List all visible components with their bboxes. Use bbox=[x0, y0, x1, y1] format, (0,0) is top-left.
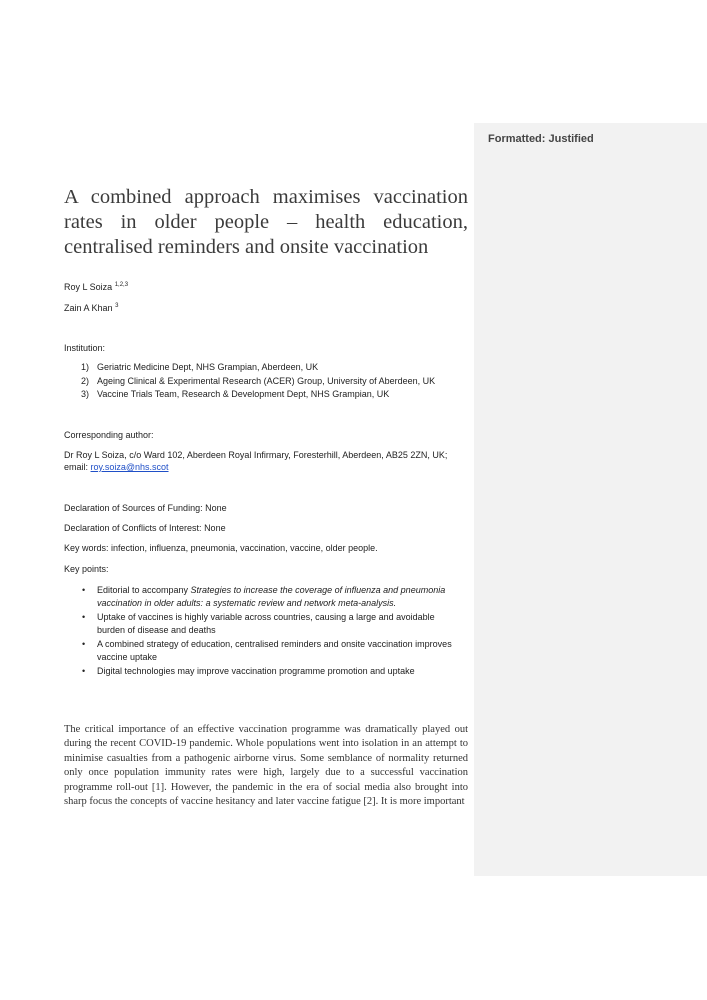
author-2 bbox=[64, 303, 118, 313]
institution-label: Institution: bbox=[64, 343, 106, 353]
institution-text: Vaccine Trials Team, Research & Development Dept, NHS Grampian, UK bbox=[97, 389, 390, 399]
corresponding-address: Dr Roy L Soiza, c/o Ward 102, Aberdeen Royal Infirmary, Foresterhill, Aberdeen, AB25 2ZN, UK; bbox=[64, 450, 448, 460]
institution-item bbox=[64, 361, 464, 375]
author-name: Zain A Khan bbox=[64, 303, 113, 313]
key-points-list bbox=[64, 584, 464, 680]
institution-item bbox=[64, 375, 464, 389]
institution-list bbox=[64, 361, 464, 402]
bullet-icon: • bbox=[82, 612, 86, 622]
comment-pane bbox=[474, 123, 707, 876]
key-point bbox=[64, 611, 464, 636]
bullet-icon: • bbox=[82, 585, 86, 595]
bullet-icon: • bbox=[82, 639, 86, 649]
institution-text: Geriatric Medicine Dept, NHS Grampian, Aberdeen, UK bbox=[97, 362, 319, 372]
key-point-italic: Strategies to increase the coverage of influenza and pneumonia vaccination in older adults: a systematic review and network meta-analysis. bbox=[97, 585, 446, 608]
key-point bbox=[64, 584, 464, 609]
comment-title[interactable]: Formatted: Justified bbox=[488, 133, 594, 145]
corresponding-label: Corresponding author: bbox=[64, 430, 154, 440]
institution-item bbox=[64, 388, 464, 402]
key-points-label: Key points: bbox=[64, 564, 109, 574]
corresponding-email-line bbox=[64, 462, 169, 472]
institution-number: 1) bbox=[81, 362, 90, 372]
bullet-icon: • bbox=[82, 666, 86, 676]
key-point-text: A combined strategy of education, centralised reminders and onsite vaccination improves vaccine uptake bbox=[97, 639, 452, 662]
email-link[interactable]: roy.soiza@nhs.scot bbox=[90, 462, 169, 472]
body-paragraph: The critical importance of an effective vaccination programme was dramatically played out during the recent COVID-19 pandemic. Whole populations went into isolation in an attempt to minimise casualties from a pathogenic airborne virus. Some semblance of normality returned only once population immunity rates were high, largely due to a successful vaccination programme roll-out [1]. However, the pandemic in the era of social media also brought into sharp focus the concepts of vaccine hesitancy and later vaccine fatigue [2]. It is more important bbox=[64, 724, 468, 808]
funding-declaration: Declaration of Sources of Funding: None bbox=[64, 503, 227, 513]
conflicts-declaration: Declaration of Conflicts of Interest: None bbox=[64, 523, 226, 533]
email-label: email: bbox=[64, 462, 89, 472]
keywords: Key words: infection, influenza, pneumonia, vaccination, vaccine, older people. bbox=[64, 543, 378, 553]
author-1 bbox=[64, 282, 128, 292]
institution-number: 2) bbox=[81, 375, 90, 386]
key-point bbox=[64, 665, 464, 678]
institution-text: Ageing Clinical & Experimental Research (ACER) Group, University of Aberdeen, UK bbox=[97, 375, 436, 386]
author-name: Roy L Soiza bbox=[64, 282, 113, 292]
author-affiliation: 1,2,3 bbox=[114, 282, 129, 288]
key-point bbox=[64, 638, 464, 663]
key-point-text: Editorial to accompany bbox=[97, 585, 191, 595]
key-point-text: Uptake of vaccines is highly variable across countries, causing a large and avoidable burden of disease and deaths bbox=[97, 612, 435, 635]
key-point-text: Digital technologies may improve vaccination programme promotion and uptake bbox=[97, 666, 415, 676]
paper-title: A combined approach maximises vaccination rates in older people – health education, centralised reminders and onsite vaccination bbox=[64, 186, 468, 258]
institution-number: 3) bbox=[81, 389, 90, 399]
author-affiliation: 3 bbox=[115, 303, 119, 309]
